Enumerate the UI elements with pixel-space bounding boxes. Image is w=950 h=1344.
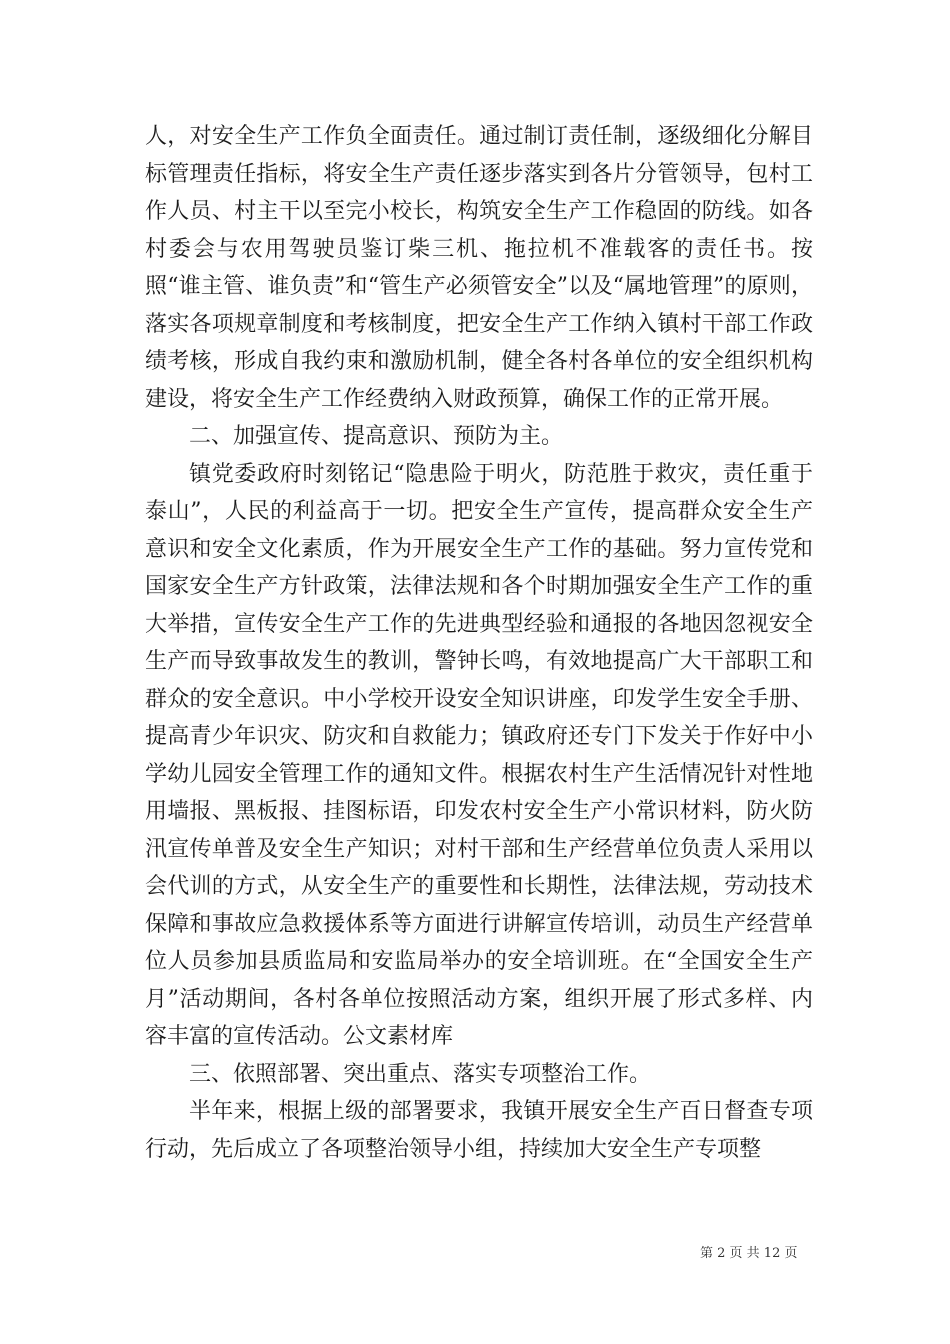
page-number-label: 第 2 页 共 12 页 <box>700 1246 798 1261</box>
paragraph-publicity: 镇党委政府时刻铭记“隐患险于明火，防范胜于救灾，责任重于泰山”，人民的利益高于一切。把安全生产宣传，提高群众安全生产意识和安全文化素质，作为开展安全生产工作的基础。努力宣传党和国家安全生产方针政策，法律法规和各个时期加强安全生产工作的重大举措，宣传安全生产工作的先进典型经验和通报的各地因忽视安全生产而导致事故发生的教训，警钟长鸣，有效地提高广大干部职工和群众的安全意识。中小学校开设安全知识讲座，印发学生安全手册、提高青少年识灾、防灾和自救能力；镇政府还专门下发关于作好中小学幼儿园安全管理工作的通知文件。根据农村生产生活情况针对性地用墙报、黑板报、挂图标语，印发农村安全生产小常识材料，防火防汛宣传单普及安全生产知识；对村干部和生产经营单位负责人采用以会代训的方式，从安全生产的重要性和长期性，法律法规，劳动技术保障和事故应急救援体系等方面进行讲解宣传培训，动员生产经营单位人员参加县质监局和安监局举办的安全培训班。在“全国安全生产月”活动期间，各村各单位按照活动方案，组织开展了形式多样、内容丰富的宣传活动。公文素材库 <box>145 461 813 1049</box>
section-heading-rectification: 三、依照部署、突出重点、落实专项整治工作。 <box>189 1061 652 1087</box>
document-body <box>145 118 813 1168</box>
paragraph-responsibility: 人，对安全生产工作负全面责任。通过制订责任制，逐级细化分解目标管理责任指标，将安全生产责任逐步落实到各片分管领导，包村工作人员、村主干以至完小校长，构筑安全生产工作稳固的防线。如各村委会与农用驾驶员鉴订柴三机、拖拉机不准载客的责任书。按照“谁主管、谁负责”和“管生产必须管安全”以及“属地管理”的原则，落实各项规章制度和考核制度，把安全生产工作纳入镇村干部工作政绩考核，形成自我约束和激励机制，健全各村各单位的安全组织机构建设，将安全生产工作经费纳入财政预算，确保工作的正常开展。 <box>145 124 813 412</box>
page-number-footer <box>700 1246 810 1262</box>
paragraph-rectification: 半年来，根据上级的部署要求，我镇开展安全生产百日督查专项行动，先后成立了各项整治领导小组，持续加大安全生产专项整 <box>145 1099 813 1162</box>
section-heading-publicity: 二、加强宣传、提高意识、预防为主。 <box>189 424 564 449</box>
